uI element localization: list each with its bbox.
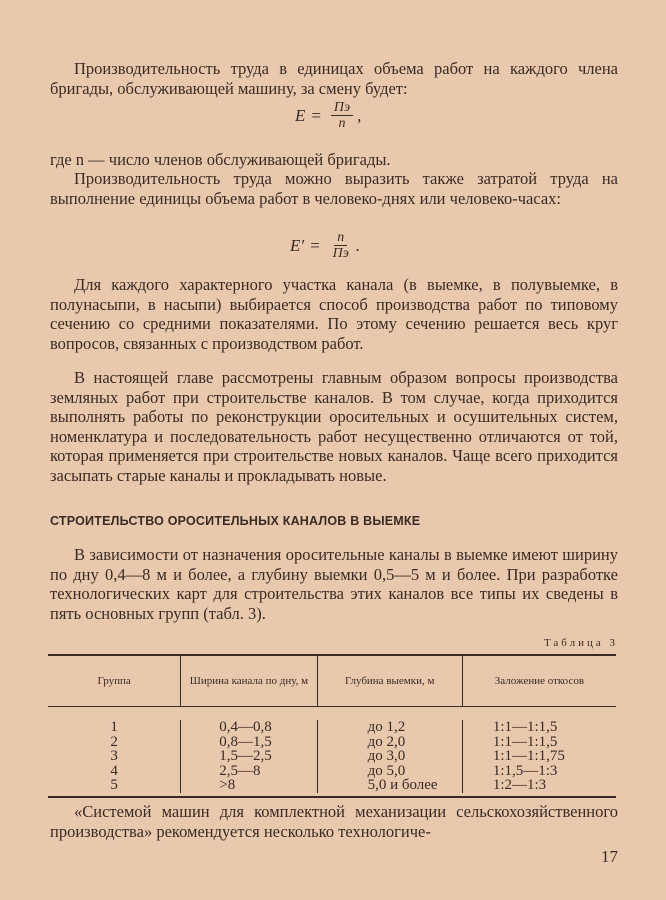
table-cell: 1:1—1:1,75 bbox=[492, 748, 565, 764]
table-cell: 2 bbox=[110, 733, 118, 750]
formula-e-prime-lhs: E′ bbox=[290, 235, 305, 255]
table-cell: 2,5—8 bbox=[219, 762, 261, 779]
column-group bbox=[48, 720, 180, 793]
formula-e-prime-numerator: n bbox=[334, 230, 347, 246]
table-cell: до 3,0 bbox=[367, 748, 406, 764]
formula-e-prime-denominator: Пэ bbox=[332, 246, 349, 261]
table-header-row bbox=[48, 656, 616, 707]
header-width: Ширина канала по дну, м bbox=[180, 656, 316, 706]
table-body bbox=[48, 707, 616, 796]
table-cell: 1:1—1:1,5 bbox=[492, 733, 558, 750]
paragraph-chapter-scope: В настоящей главе рассмотрены главным образом вопросы производства земляных работ при строительстве каналов. В том случае, когда приходится выполнять работы по реконструкции оросительных и осушительных систем, номенклатура и последовательность работ несущественно отличаются от той, которая применяется при строительстве новых каналов. Чаще всего приходится засыпать старые каналы и прокладывать новые. bbox=[50, 368, 618, 485]
formula-e-tail: , bbox=[357, 105, 362, 125]
column-width bbox=[180, 720, 316, 793]
table-cell: до 2,0 bbox=[367, 733, 406, 750]
formula-e-prime-fraction bbox=[330, 230, 352, 261]
header-group: Группа bbox=[97, 674, 131, 687]
formula-e-prime bbox=[290, 230, 360, 261]
formula-e-denominator: n bbox=[338, 116, 346, 131]
table-cell: >8 bbox=[219, 777, 236, 793]
paragraph-machine-system: «Системой машин для комплектной механизации сельскохозяйственного производства» рекомендуется несколько технологиче- bbox=[50, 802, 618, 841]
paragraph-canal-groups: В зависимости от назначения оросительные каналы в выемке имеют ширину по дну 0,4—8 м и более, а глубину выемки 0,5—5 м и более. При разработке технологических карт для строительства этих каналов все типы их сведены в пять основных групп (табл. 3). bbox=[50, 545, 618, 623]
formula-e-equals: = bbox=[310, 105, 322, 125]
column-depth bbox=[317, 720, 462, 793]
canal-groups-table bbox=[48, 654, 616, 798]
formula-e bbox=[295, 100, 361, 131]
table-cell: 1:2—1:3 bbox=[492, 777, 547, 793]
table-cell: 0,4—0,8 bbox=[219, 719, 272, 735]
paragraph-labor-cost: Производительность труда можно выразить также затратой труда на выполнение единицы объема работ в человеко-днях или человеко-часах: bbox=[50, 169, 618, 208]
paragraph-productivity: Производительность труда в единицах объема работ на каждого члена бригады, обслуживающей машину, за смену будет: bbox=[50, 59, 618, 98]
table-cell: 1,5—2,5 bbox=[219, 748, 272, 764]
table-cell: 4 bbox=[110, 762, 118, 779]
table-cell: до 5,0 bbox=[367, 762, 406, 779]
header-depth: Глубина выемки, м bbox=[317, 656, 462, 706]
page-number: 17 bbox=[601, 847, 618, 866]
table-cell: до 1,2 bbox=[367, 719, 406, 735]
formula-e-numerator: Пэ bbox=[331, 100, 353, 116]
table-cell: 1:1,5—1:3 bbox=[492, 762, 558, 779]
table-cell: 3 bbox=[110, 748, 118, 764]
table-cell: 1 bbox=[110, 719, 118, 735]
paragraph-where-n: где n — число членов обслуживающей бригады. bbox=[50, 150, 391, 169]
header-slope: Заложение откосов bbox=[462, 656, 616, 706]
formula-e-prime-equals: = bbox=[309, 235, 321, 255]
paragraph-canal-sections: Для каждого характерного участка канала (в выемке, в полувыемке, в полунасыпи, в насыпи) выбирается способ производства работ по типовому сечению со средними показателями. По этому сечению решается весь круг вопросов, связанных с производством работ. bbox=[50, 275, 618, 353]
table-cell: 1:1—1:1,5 bbox=[492, 719, 558, 735]
table-caption: Таблица 3 bbox=[543, 637, 618, 649]
formula-e-prime-tail: . bbox=[355, 235, 361, 255]
column-slope bbox=[462, 720, 616, 793]
section-heading: СТРОИТЕЛЬСТВО ОРОСИТЕЛЬНЫХ КАНАЛОВ В ВЫЕМКЕ bbox=[50, 514, 421, 528]
formula-e-fraction bbox=[331, 100, 353, 131]
table-cell: 5 bbox=[110, 777, 118, 793]
table-cell: 5,0 и более bbox=[367, 777, 438, 793]
formula-e-lhs: E bbox=[295, 105, 306, 125]
table-cell: 0,8—1,5 bbox=[219, 733, 272, 750]
